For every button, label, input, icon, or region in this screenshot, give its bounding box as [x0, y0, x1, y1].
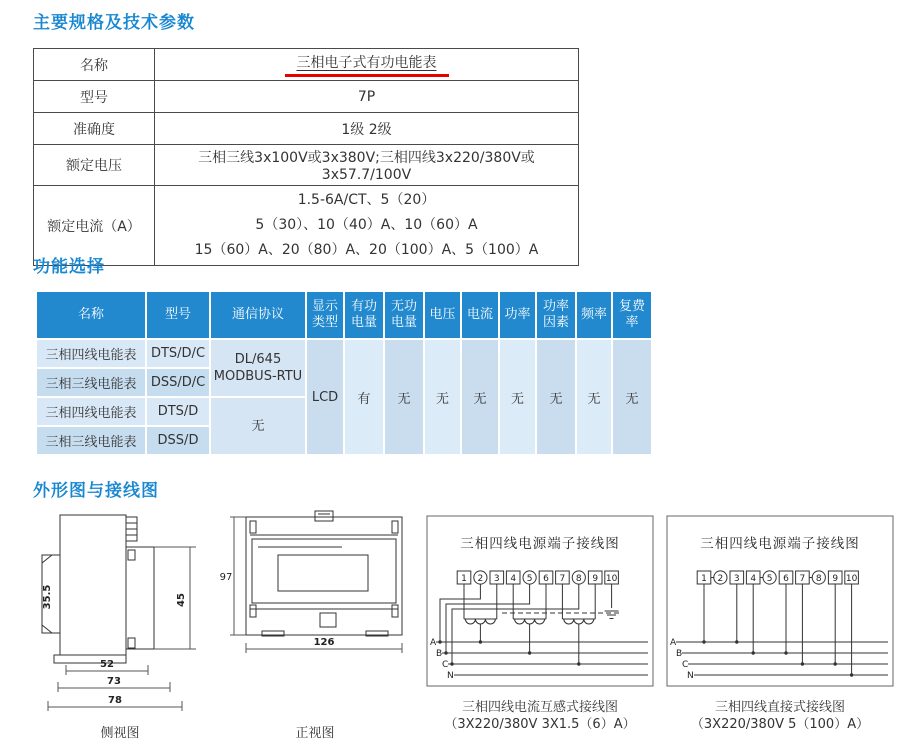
- display-type-cell: LCD: [307, 340, 343, 454]
- side-view-drawing: [30, 503, 210, 723]
- spec-value-current: [155, 186, 579, 266]
- section-title-specs: 主要规格及技术参数: [33, 13, 195, 33]
- spec-value-voltage: 三相三线3x100V或3x380V;三相四线3x220/380V或3x57.7/100V: [155, 145, 579, 186]
- table-row: [37, 340, 651, 367]
- terminal-number: 1: [461, 574, 467, 584]
- terminal-number: 9: [592, 574, 599, 584]
- col-header-reactive-energy: 无功电量: [385, 292, 423, 338]
- side-view-figure: [30, 503, 210, 742]
- terminal-number: 4: [750, 574, 757, 584]
- spec-table: [33, 48, 579, 266]
- current-cell: 无: [462, 340, 498, 454]
- spec-label-model: 型号: [34, 81, 155, 113]
- terminal-number: 5: [526, 574, 533, 584]
- spec-label-current: 额定电流（A）: [34, 186, 155, 266]
- phase-label-c: C: [442, 660, 449, 670]
- terminal-number: 6: [543, 574, 549, 584]
- terminal-number: 10: [605, 574, 618, 584]
- spec-value-name: 三相电子式有功电能表: [285, 52, 449, 77]
- table-row: [34, 186, 579, 266]
- frequency-cell: 无: [577, 340, 611, 454]
- wiring-diagram-direct-figure: [666, 515, 894, 733]
- dim-126: 126: [313, 637, 335, 648]
- active-energy-cell: 有: [345, 340, 383, 454]
- wiring-direct-caption-line1: 三相四线直接式接线图: [714, 700, 845, 715]
- meter-model-cell: DTS/D/C: [147, 340, 209, 367]
- terminal-number: 7: [799, 574, 806, 584]
- spec-label-accuracy: 准确度: [34, 113, 155, 145]
- protocol-line-2: MODBUS-RTU: [213, 369, 303, 384]
- dim-35-5: 35.5: [42, 584, 53, 610]
- wiring-box-title: 三相四线电源端子接线图: [700, 536, 860, 552]
- function-table-header-row: [37, 292, 651, 338]
- meter-model-cell: DSS/D: [147, 427, 209, 454]
- power-cell: 无: [500, 340, 535, 454]
- meter-name-cell: 三相四线电能表: [37, 340, 145, 367]
- table-row: [34, 113, 579, 145]
- protocol-cell-group1: [211, 340, 305, 396]
- terminal-number: 4: [510, 574, 517, 584]
- wiring-diagram-ct: [426, 515, 654, 687]
- section-title-drawings: 外形图与接线图: [33, 481, 159, 501]
- dim-78: 78: [108, 695, 122, 706]
- table-row: [34, 145, 579, 186]
- protocol-cell-group2: 无: [211, 398, 305, 454]
- col-header-name: 名称: [37, 292, 145, 338]
- front-view-outline: [246, 511, 402, 636]
- table-row: [34, 49, 579, 81]
- spec-label-voltage: 额定电压: [34, 145, 155, 186]
- terminal-number: 3: [493, 574, 500, 584]
- terminal-number: 2: [717, 574, 724, 584]
- phase-label-n: N: [447, 671, 454, 681]
- power-factor-cell: 无: [537, 340, 575, 454]
- wiring-direct-caption: [691, 699, 869, 733]
- function-table: [35, 290, 653, 456]
- col-header-power-factor: 功率因素: [537, 292, 575, 338]
- dim-45: 45: [176, 593, 187, 607]
- voltage-cell: 无: [425, 340, 460, 454]
- side-view-outline: [42, 515, 154, 663]
- front-view-dimension-lines: [230, 517, 402, 653]
- section-title-functions: 功能选择: [33, 257, 105, 277]
- col-header-voltage: 电压: [425, 292, 460, 338]
- col-header-display: 显示类型: [307, 292, 343, 338]
- drawings-row: [30, 503, 894, 742]
- meter-model-cell: DSS/D/C: [147, 369, 209, 396]
- multi-tariff-cell: 无: [613, 340, 651, 454]
- col-header-frequency: 频率: [577, 292, 611, 338]
- dim-73: 73: [107, 676, 121, 687]
- spec-value-model: 7P: [155, 81, 579, 113]
- terminal-number: 8: [815, 574, 822, 584]
- current-line-1: 1.5-6A/CT、5（20）: [297, 192, 436, 208]
- col-header-model: 型号: [147, 292, 209, 338]
- meter-name-cell: 三相四线电能表: [37, 398, 145, 425]
- protocol-line-1: DL/645: [234, 352, 282, 367]
- phase-label-a: A: [430, 638, 437, 648]
- meter-model-cell: DTS/D: [147, 398, 209, 425]
- table-row: [34, 81, 579, 113]
- phase-label-b: B: [436, 649, 443, 659]
- wiring-ct-caption-line2: （3X220/380V 3X1.5（6）A）: [444, 717, 636, 732]
- col-header-power: 功率: [500, 292, 535, 338]
- terminal-number: 5: [766, 574, 773, 584]
- wiring-direct-caption-line2: （3X220/380V 5（100）A）: [690, 717, 870, 732]
- meter-name-cell: 三相三线电能表: [37, 369, 145, 396]
- current-line-3: 15（60）A、20（80）A、20（100）A、5（100）A: [194, 242, 539, 258]
- front-view-caption: 正视图: [295, 726, 335, 741]
- wiring-ct-caption-line1: 三相四线电流互感式接线图: [461, 700, 618, 715]
- terminal-number: 2: [477, 574, 484, 584]
- spec-label-name: 名称: [34, 49, 155, 81]
- side-view-caption: 侧视图: [100, 726, 140, 741]
- dim-97: 97: [220, 572, 233, 583]
- terminal-number: 1: [701, 574, 707, 584]
- wiring-diagram-direct: [666, 515, 894, 687]
- terminal-number: 3: [733, 574, 740, 584]
- front-view-figure: [220, 503, 410, 742]
- terminal-number: 10: [845, 574, 858, 584]
- phase-label-a: A: [670, 638, 677, 648]
- phase-label-b: B: [676, 649, 683, 659]
- spec-value-accuracy: 1级 2级: [155, 113, 579, 145]
- meter-name-cell: 三相三线电能表: [37, 427, 145, 454]
- col-header-current: 电流: [462, 292, 498, 338]
- wiring-ct-caption: [444, 699, 635, 733]
- col-header-multi-tariff: 复费率: [613, 292, 651, 338]
- phase-label-n: N: [687, 671, 694, 681]
- col-header-active-energy: 有功电量: [345, 292, 383, 338]
- terminal-number: 9: [832, 574, 839, 584]
- phase-label-c: C: [682, 660, 689, 670]
- wiring-diagram-ct-figure: [426, 515, 654, 733]
- front-view-drawing: [220, 503, 410, 723]
- current-line-2: 5（30）、10（40）A、10（60）A: [255, 217, 478, 233]
- side-view-dimension-lines: [48, 547, 196, 711]
- terminal-number: 6: [783, 574, 789, 584]
- wiring-box-title: 三相四线电源端子接线图: [460, 536, 620, 552]
- col-header-protocol: 通信协议: [211, 292, 305, 338]
- terminal-number: 8: [575, 574, 582, 584]
- dim-52: 52: [100, 659, 114, 670]
- terminal-number: 7: [559, 574, 566, 584]
- reactive-energy-cell: 无: [385, 340, 423, 454]
